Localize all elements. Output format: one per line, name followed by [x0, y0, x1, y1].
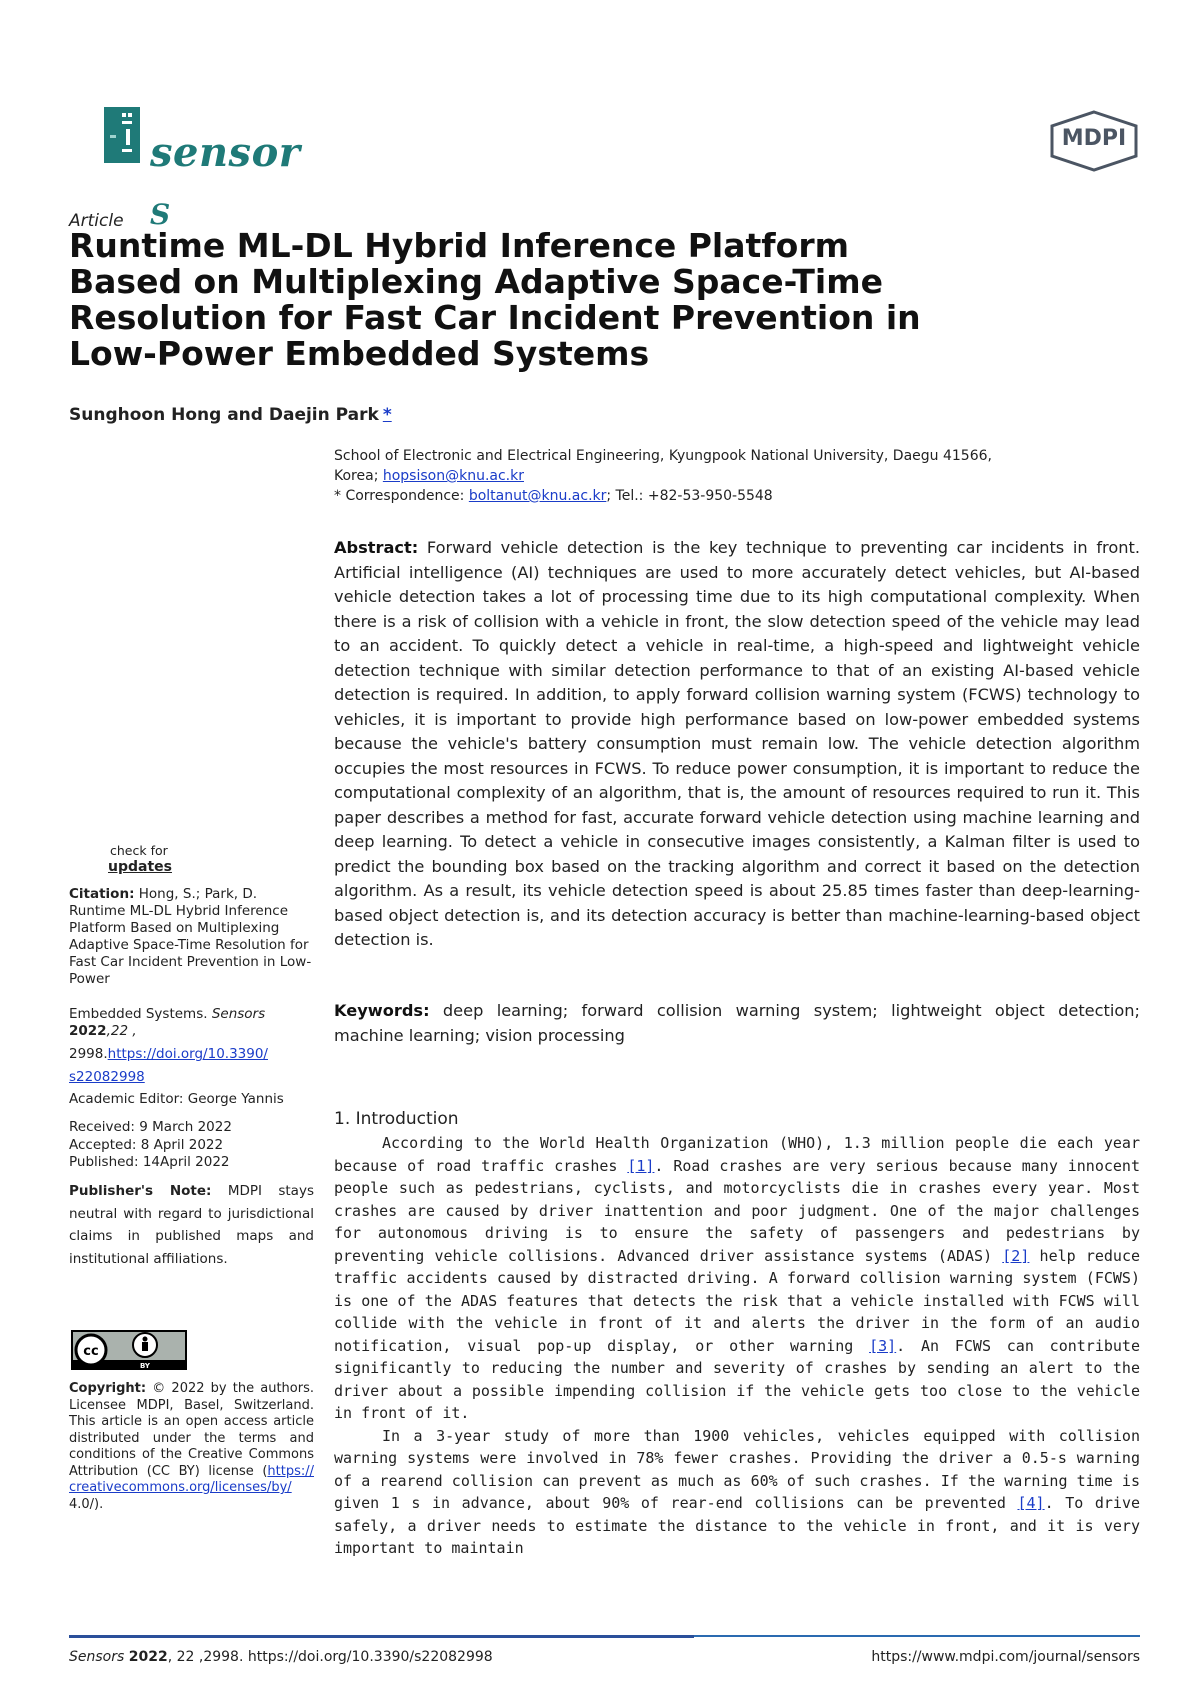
citation-pages: 2998.: [69, 1046, 108, 1062]
keywords-text: deep learning; forward collision warning system; lightweight object detection; machine learning; vision processing: [334, 1001, 1140, 1045]
introduction-body: [334, 1132, 1140, 1560]
cc-by-license-icon[interactable]: [71, 1330, 187, 1370]
keywords: [334, 999, 1140, 1048]
publication-dates: [69, 1119, 232, 1172]
citation-doi-cont: [69, 1069, 314, 1086]
correspondence-line: [334, 486, 1114, 506]
citation-continued: [69, 1006, 314, 1023]
citation-cont: Embedded Systems.: [69, 1006, 212, 1022]
title-line: Based on Multiplexing Adaptive Space-Time: [69, 262, 884, 301]
citation-label: Citation:: [69, 886, 135, 902]
sensors-logo-icon: [104, 107, 140, 163]
publisher-note-text: MDPI stays neutral with regard to jurisdictional claims in published maps and institutional affiliations.: [69, 1183, 314, 1267]
affiliation-country: Korea;: [334, 468, 383, 484]
telephone: ; Tel.: +82-53-950-5548: [606, 488, 773, 504]
received-date: Received: 9 March 2022: [69, 1119, 232, 1135]
paragraph-text: According to the World Health Organization (WHO), 1.3 million people die each year because of road traffic crashes: [334, 1134, 1140, 1175]
accepted-date: Accepted: 8 April 2022: [69, 1136, 224, 1153]
affiliation-line: School of Electronic and Electrical Engineering, Kyungpook National University, Daegu 41566,: [334, 448, 992, 464]
published-date: Published: 14April 2022: [69, 1154, 230, 1170]
reference-link[interactable]: [2]: [1002, 1246, 1030, 1265]
abstract-text: Forward vehicle detection is the key technique to preventing car incidents in front. Artificial intelligence (AI) techniques are used to more accurately detect vehicles, but AI-based vehicle detection takes a lot of processing time due to its high computational complexity. When there is a risk of collision with a vehicle in front, the slow detection speed of the vehicle may lead to an accident. To quickly detect a vehicle in real-time, a high-speed and lightweight vehicle detection technique with similar detection performance to that of an existing AI-based vehicle detection is required. In addition, to apply forward collision warning system (FCWS) technology to vehicles, it is important to provide high performance based on low-power embedded systems because the vehicle's battery consumption must remain low. The vehicle detection algorithm occupies the most resources in FCWS. To reduce power consumption, it is important to reduce the computational complexity of an algorithm, that is, the amount of resources required to run it. This paper describes a method for fast, accurate forward vehicle detection using machine learning and deep learning. To detect a vehicle in consecutive images consistently, a Kalman filter is used to predict the bounding box based on the tracking algorithm and correct it based on the detection algorithm. As a result, its vehicle detection speed is about 25.85 times faster than deep-learning-based object detection is, and its detection accuracy is better than machine-learning-based object detection is.: [334, 538, 1140, 949]
citation-volume: [69, 1023, 314, 1040]
doi-link[interactable]: https://doi.org/10.3390/: [107, 1046, 268, 1062]
author-names: Sunghoon Hong and Daejin Park: [69, 405, 379, 425]
paragraph-text: help reduce traffic accidents caused by distracted driving. A forward collision warning system (FCWS) is one of the ADAS features that detects the risk that a vehicle installed with FCWS will collide with the vehicle in front of it and alerts the driver in the form of an audio notification, visual pop-up display, or other warning: [334, 1246, 1141, 1355]
svg-text:cc: cc: [83, 1344, 99, 1359]
check-updates-line2: updates: [108, 859, 172, 875]
footer-divider-accent: [69, 1635, 694, 1638]
article-type: Article: [69, 211, 124, 231]
title-line: Low-Power Embedded Systems: [69, 334, 650, 373]
citation-doi: [69, 1046, 314, 1063]
academic-editor: Academic Editor: George Yannis: [69, 1091, 284, 1107]
citation-year: 2022: [69, 1023, 107, 1039]
citation-text: [69, 886, 314, 988]
footer-citation: [69, 1649, 493, 1665]
check-updates-line1: check for: [110, 843, 168, 858]
citation-block: [69, 886, 314, 1086]
footer-doi: , 22 ,2998. https://doi.org/10.3390/s22082998: [167, 1649, 493, 1665]
copyright-notice: [69, 1381, 314, 1513]
reference-link[interactable]: [4]: [1017, 1494, 1045, 1512]
keywords-label: Keywords:: [334, 1001, 430, 1020]
correspondence-label: * Correspondence:: [334, 488, 469, 504]
reference-link[interactable]: [1]: [627, 1156, 655, 1175]
paragraph-text: . An FCWS can contribute significantly to reducing the number and severity of crashes by sending an alert to the driver about a possible impending collision if the vehicle gets too close to the vehicle in front of it.: [334, 1336, 1140, 1422]
affiliation: [334, 446, 1114, 506]
publisher-note-label: Publisher's Note:: [69, 1183, 212, 1199]
citation-journal: Sensors: [211, 1006, 266, 1022]
paragraph-text: In a 3-year study of more than 1900 vehicles, vehicles equipped with collision warning systems were involved in 78% fewer crashes. Providing the driver a 0.5-s warning of a rearend collision can prevent as much as 60% of such crashes. If the warning time is given 1 s in advance, about 90% of rear-end collisions can be prevented: [334, 1426, 1140, 1512]
title-line: Resolution for Fast Car Incident Prevention in: [69, 298, 921, 337]
cc-by-label: BY: [139, 1362, 151, 1370]
license-link[interactable]: https:// creativecommons.org/licenses/by/: [69, 1463, 314, 1495]
abstract: [334, 536, 1140, 953]
title-line: Runtime ML-DL Hybrid Inference Platform: [69, 226, 849, 265]
paragraph: [334, 1132, 1140, 1425]
citation-body: Hong, S.; Park, D. Runtime ML-DL Hybrid Inference Platform Based on Multiplexing Adaptive Space-Time Resolution for Fast Car Incident Prevention in Low-Power: [69, 886, 312, 987]
mdpi-logo: [1048, 110, 1140, 172]
author-list: [69, 405, 392, 425]
copyright-tail: 4.0/).: [69, 1496, 104, 1512]
footer-journal: Sensors: [69, 1649, 125, 1665]
footer-year: 2022: [128, 1649, 168, 1665]
affiliation-line: [334, 466, 1114, 486]
journal-letter: S: [150, 198, 171, 231]
journal-logo: [104, 107, 301, 177]
citation-vol: ,22 ,: [106, 1023, 137, 1039]
reference-link[interactable]: [3]: [869, 1336, 897, 1355]
journal-name: sensor: [150, 129, 301, 176]
doi-link-cont[interactable]: s22082998: [69, 1069, 145, 1085]
email-link[interactable]: hopsison@knu.ac.kr: [382, 468, 524, 484]
abstract-label: Abstract:: [334, 538, 419, 557]
section-heading: 1. Introduction: [334, 1109, 459, 1129]
check-for-updates-button[interactable]: [108, 843, 218, 875]
paper-title: [69, 228, 1069, 372]
copyright-text: © 2022 by the authors. Licensee MDPI, Basel, Switzerland. This article is an open access article distributed under the terms and conditions of the Creative Commons Attribution (CC BY) license (: [69, 1381, 315, 1479]
mdpi-logo-text: MDPI: [1061, 126, 1127, 151]
copyright-label: Copyright:: [69, 1381, 147, 1396]
paragraph-text: . To drive safely, a driver needs to estimate the distance to the vehicle in front, and it is very important to maintain: [334, 1494, 1141, 1557]
corresponding-author-link[interactable]: *: [382, 405, 392, 425]
paragraph: [334, 1425, 1140, 1560]
correspondence-email-link[interactable]: boltanut@knu.ac.kr: [468, 488, 607, 504]
footer-journal-url[interactable]: https://www.mdpi.com/journal/sensors: [871, 1649, 1140, 1665]
paragraph-text: . Road crashes are very serious because many innocent people such as pedestrians, cyclists, and motorcyclists die in crashes every year. Most crashes are caused by driver inattention and poor judgment. One of the major challenges for autonomous driving is to ensure the safety of passengers and pedestrians by preventing vehicle collisions. Advanced driver assistance systems (ADAS): [334, 1156, 1140, 1265]
publisher-note: [69, 1180, 314, 1270]
footer-divider: [69, 1635, 1140, 1637]
